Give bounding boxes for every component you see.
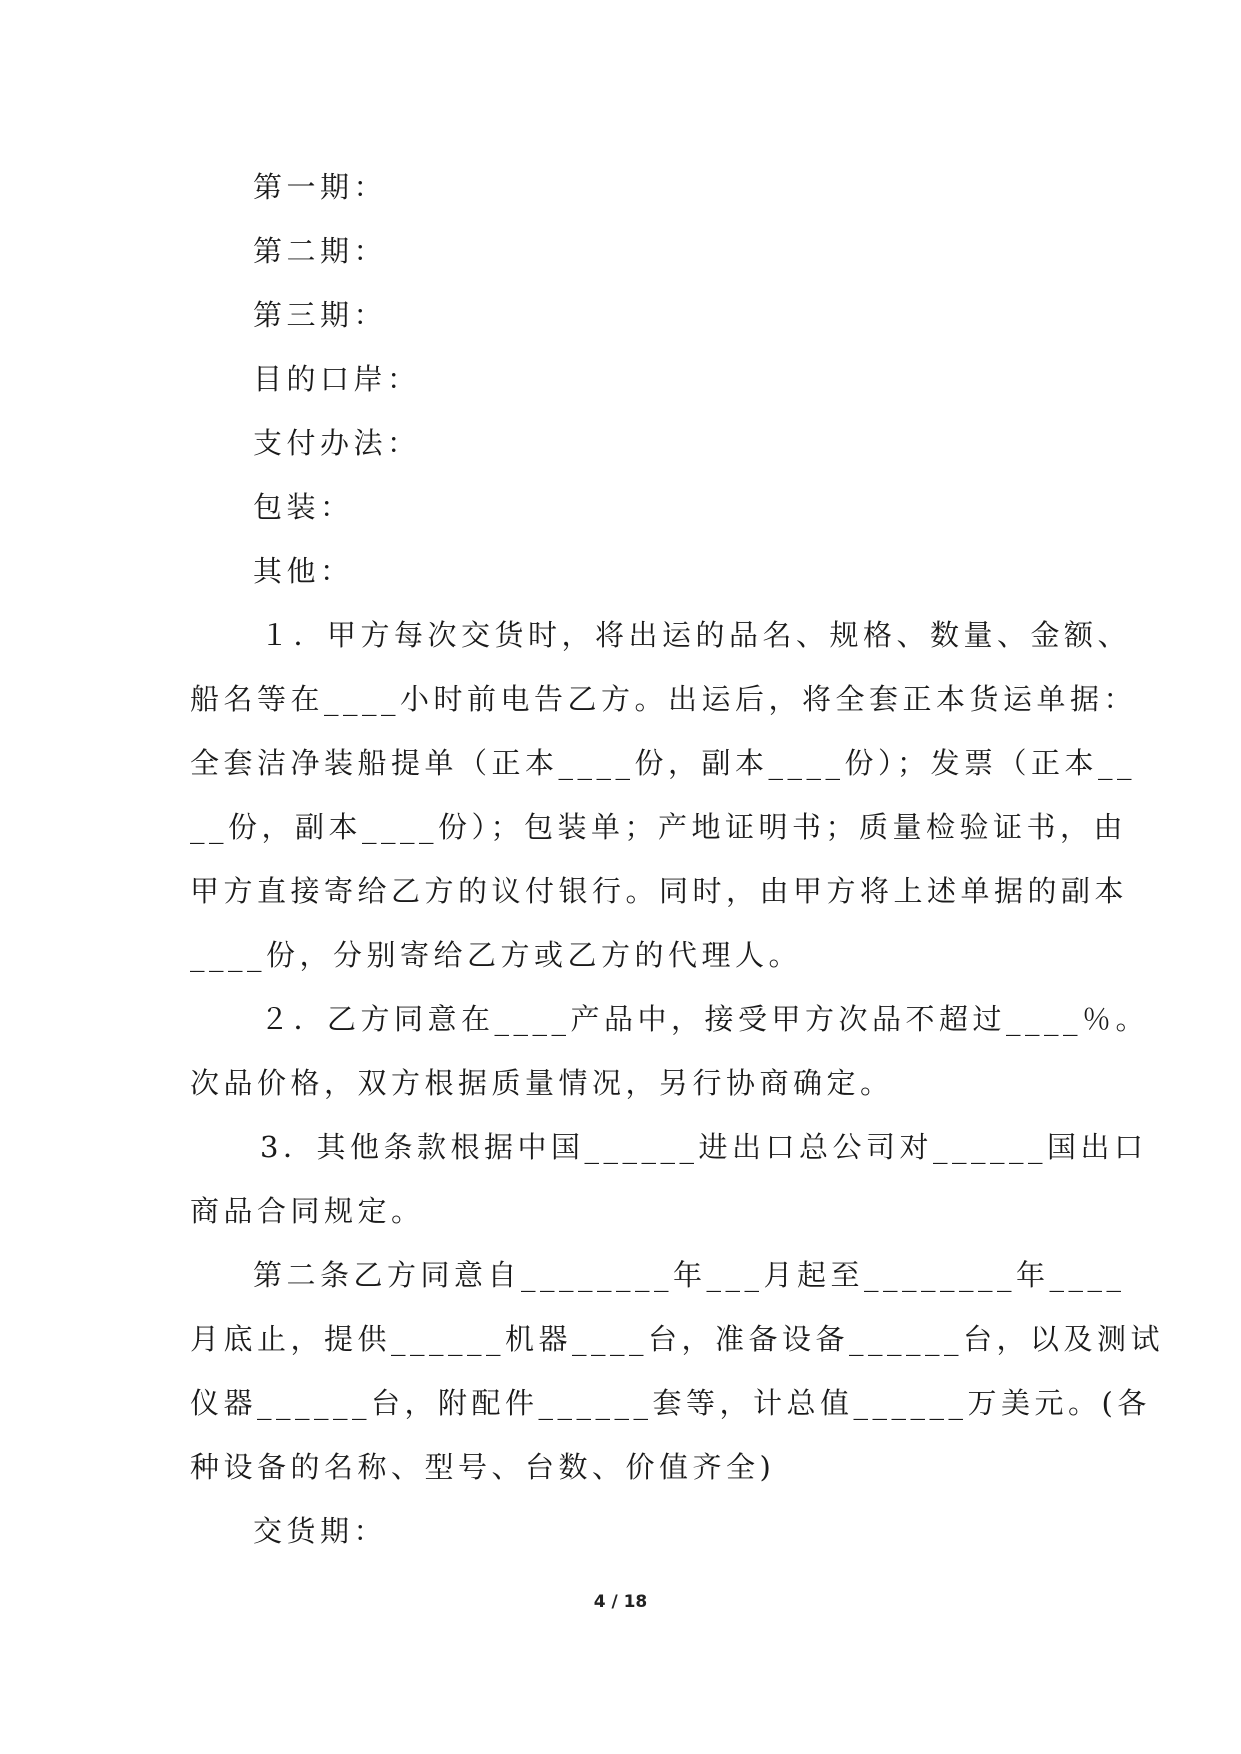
clause-3-line-1: 3．其他条款根据中国______进出口总公司对______国出口 <box>260 1130 1148 1164</box>
clause-1-line-4: __份，副本____份）；包装单；产地证明书；质量检验证书，由 <box>190 810 1128 844</box>
document-body <box>190 155 1165 1563</box>
clause-1-line-3: 全套洁净装船提单（正本____份，副本____份）；发票（正本__ <box>190 746 1137 780</box>
text-line-phase-3: 第三期： <box>253 298 388 332</box>
article-2-line-1: 第二条乙方同意自________年___月起至________年____ <box>253 1258 1126 1292</box>
clause-2-line-1: ２．乙方同意在____产品中，接受甲方次品不超过____％。 <box>260 1002 1150 1036</box>
clause-1-line-5: 甲方直接寄给乙方的议付银行。同时，由甲方将上述单据的副本 <box>190 874 1129 908</box>
text-line-phase-1: 第一期： <box>253 170 388 204</box>
clause-1-line-2: 船名等在____小时前电告乙方。出运后，将全套正本货运单据： <box>190 682 1138 716</box>
text-line-destination-port: 目的口岸： <box>253 362 421 396</box>
article-2-line-2: 月底止，提供______机器____台，准备设备______台，以及测试 <box>190 1322 1165 1356</box>
text-line-delivery-period: 交货期： <box>253 1514 388 1548</box>
text-line-other: 其他： <box>253 554 354 588</box>
text-line-packaging: 包装： <box>253 490 354 524</box>
clause-2-line-2: 次品价格，双方根据质量情况，另行协商确定。 <box>190 1066 894 1100</box>
clause-1-line-1: １．甲方每次交货时，将出运的品名、规格、数量、金额、 <box>260 618 1132 652</box>
clause-1-line-6: ____份，分别寄给乙方或乙方的代理人。 <box>190 938 803 972</box>
article-2-line-4: 种设备的名称、型号、台数、价值齐全) <box>190 1450 776 1484</box>
page-number: 4 / 18 <box>593 1592 648 1612</box>
article-2-line-3: 仪器______台，附配件______套等，计总值______万美元。(各 <box>190 1386 1151 1420</box>
text-line-phase-2: 第二期： <box>253 234 388 268</box>
text-line-payment-method: 支付办法： <box>253 426 421 460</box>
clause-3-line-2: 商品合同规定。 <box>190 1194 425 1228</box>
